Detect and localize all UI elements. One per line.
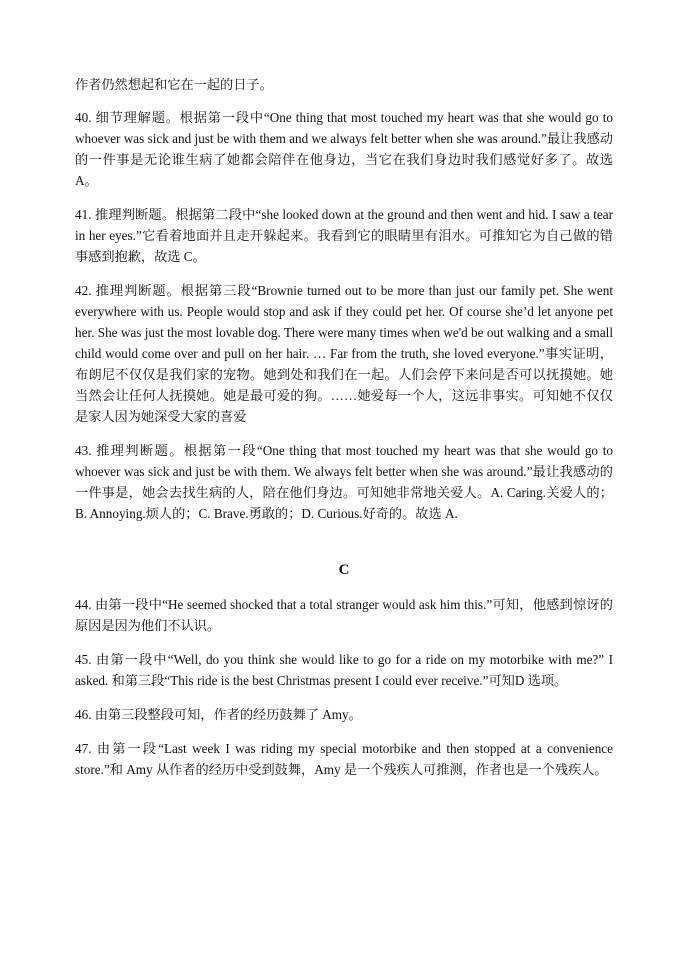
answer-42: 42. 推理判断题。根据第三段“Brownie turned out to be more than just our family pet. She went everywhere with us. People would stop and ask if they could pet her. Of course she’d let anyone pet her. She was just the most lovable dog. There were many times when we'd be out walking and a small child would come over and pull on her hair. … Far from the truth, she loved everyone.”事实证明，布朗尼不仅仅是我们家的宠物。她到处和我们在一起。人们会停下来问是否可以抚摸她。她当然会让任何人抚摸她。她是最可爱的狗。……她爱每一个人，这远非事实。可知她不仅仅是家人因为她深受大家的喜爱 [75,283,613,424]
answer-45: 45. 由第一段中“Well, do you think she would like to go for a ride on my motorbike with me?” I asked. 和第三段“This ride is the best Christmas present I could ever receive.”可知D 选项。 [75,652,613,688]
answer-46: 46. 由第三段整段可知，作者的经历鼓舞了 Amy。 [75,707,362,722]
paragraph-continuation: 作者仍然想起和它在一起的日子。 [75,77,273,92]
answer-40: 40. 细节理解题。根据第一段中“One thing that most touched my heart was that she would go to whoever was sick and just be with them and we always felt better when she was around.”最让我感动的一件事是无论谁生病了她都会陪伴在他身边，当它在我们身边时我们感觉好多了。故选 A。 [75,110,613,188]
section-c-heading: C [338,562,350,578]
answer-41: 41. 推理判断题。根据第二段中“she looked down at the ground and then went and hid. I saw a tear in her eyes.”它看着地面并且走开躲起来。我看到它的眼睛里有泪水。可推知它为自己做的错事感到抱歉，故选 C。 [75,207,613,264]
answer-47: 47. 由第一段“Last week I was riding my special motorbike and then stopped at a convenience store.”和 Amy 从作者的经历中受到鼓舞，Amy 是一个残疾人可推测，作者也是一个残疾人。 [75,741,613,777]
answer-43: 43. 推理判断题。根据第一段“One thing that most touched my heart was that she would go to whoever was sick and just be with them. We always felt better when she was around.”最让我感动的一件事是，她会去找生病的人，陪在他们身边。可知她非常地关爱人。A. Caring.关爱人的；B. Annoying.烦人的；C. Brave.勇敢的；D. Curious.好奇的。故选 A. [75,443,613,521]
answer-44: 44. 由第一段中“He seemed shocked that a total stranger would ask him this.”可知，他感到惊讶的原因是因为他们不认识。 [75,597,613,633]
